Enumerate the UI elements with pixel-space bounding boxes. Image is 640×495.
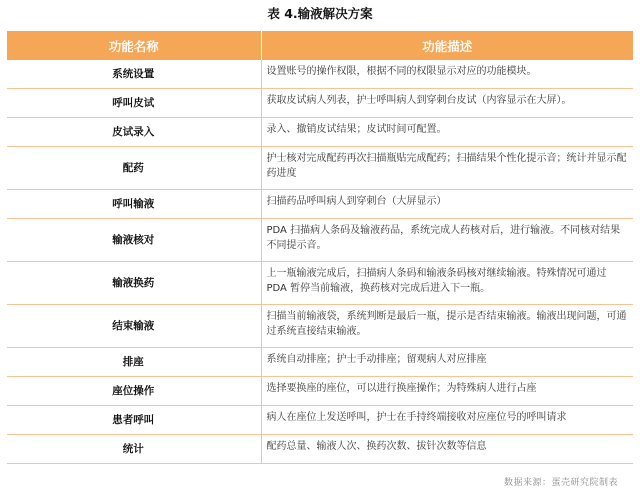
function-description-cell: 扫描药品呼叫病人到穿刺台（大屏显示） xyxy=(261,190,633,219)
table-row xyxy=(7,406,633,435)
table-row xyxy=(7,435,633,464)
table-row xyxy=(7,377,633,406)
table-body xyxy=(7,60,633,464)
function-name-cell: 统计 xyxy=(7,435,261,464)
table-row xyxy=(7,60,633,89)
function-name-cell: 患者呼叫 xyxy=(7,406,261,435)
table-row xyxy=(7,262,633,305)
function-name-cell: 座位操作 xyxy=(7,377,261,406)
function-name-cell: 排座 xyxy=(7,348,261,377)
infusion-solution-table xyxy=(7,31,633,464)
table-row xyxy=(7,348,633,377)
function-name-cell: 呼叫皮试 xyxy=(7,89,261,118)
table-row xyxy=(7,305,633,348)
function-name-cell: 皮试录入 xyxy=(7,118,261,147)
function-name-cell: 呼叫输液 xyxy=(7,190,261,219)
source-note: 数据来源：蛋壳研究院制表 xyxy=(504,478,619,488)
table-row xyxy=(7,147,633,190)
function-description-cell: 录入、撤销皮试结果；皮试时间可配置。 xyxy=(261,118,633,147)
table-row xyxy=(7,219,633,262)
function-name-cell: 系统设置 xyxy=(7,60,261,89)
header-function-description: 功能描述 xyxy=(261,31,633,60)
function-description-cell: PDA 扫描病人条码及输液药品，系统完成人药核对后，进行输液。不同核对结果不同提示音。 xyxy=(261,219,633,262)
function-name-cell: 结束输液 xyxy=(7,305,261,348)
table-header-row xyxy=(7,31,633,60)
table-row xyxy=(7,89,633,118)
function-description-cell: 选择要换座的座位，可以进行换座操作；为特殊病人进行占座 xyxy=(261,377,633,406)
function-name-cell: 输液核对 xyxy=(7,219,261,262)
function-name-cell: 输液换药 xyxy=(7,262,261,305)
table-row xyxy=(7,190,633,219)
function-description-cell: 系统自动排座；护士手动排座；留观病人对应排座 xyxy=(261,348,633,377)
function-description-cell: 设置账号的操作权限，根据不同的权限显示对应的功能模块。 xyxy=(261,60,633,89)
table-caption: 表 4.输液解决方案 xyxy=(267,6,373,21)
function-name-cell: 配药 xyxy=(7,147,261,190)
header-function-name: 功能名称 xyxy=(7,31,261,60)
function-description-cell: 护士核对完成配药再次扫描瓶贴完成配药；扫描结果个性化提示音；统计并显示配药进度 xyxy=(261,147,633,190)
function-description-cell: 配药总量、输液人次、换药次数、拔针次数等信息 xyxy=(261,435,633,464)
function-description-cell: 扫描当前输液袋，系统判断是最后一瓶，提示是否结束输液。输液出现问题，可通过系统直接结束输液。 xyxy=(261,305,633,348)
function-description-cell: 病人在座位上发送呼叫，护士在手持终端接收对应座位号的呼叫请求 xyxy=(261,406,633,435)
function-description-cell: 上一瓶输液完成后，扫描病人条码和输液条码核对继续输液。特殊情况可通过 PDA 暂停当前输液，换药核对完成后进入下一瓶。 xyxy=(261,262,633,305)
table-row xyxy=(7,118,633,147)
function-description-cell: 获取皮试病人列表，护士呼叫病人到穿刺台皮试（内容显示在大屏）。 xyxy=(261,89,633,118)
